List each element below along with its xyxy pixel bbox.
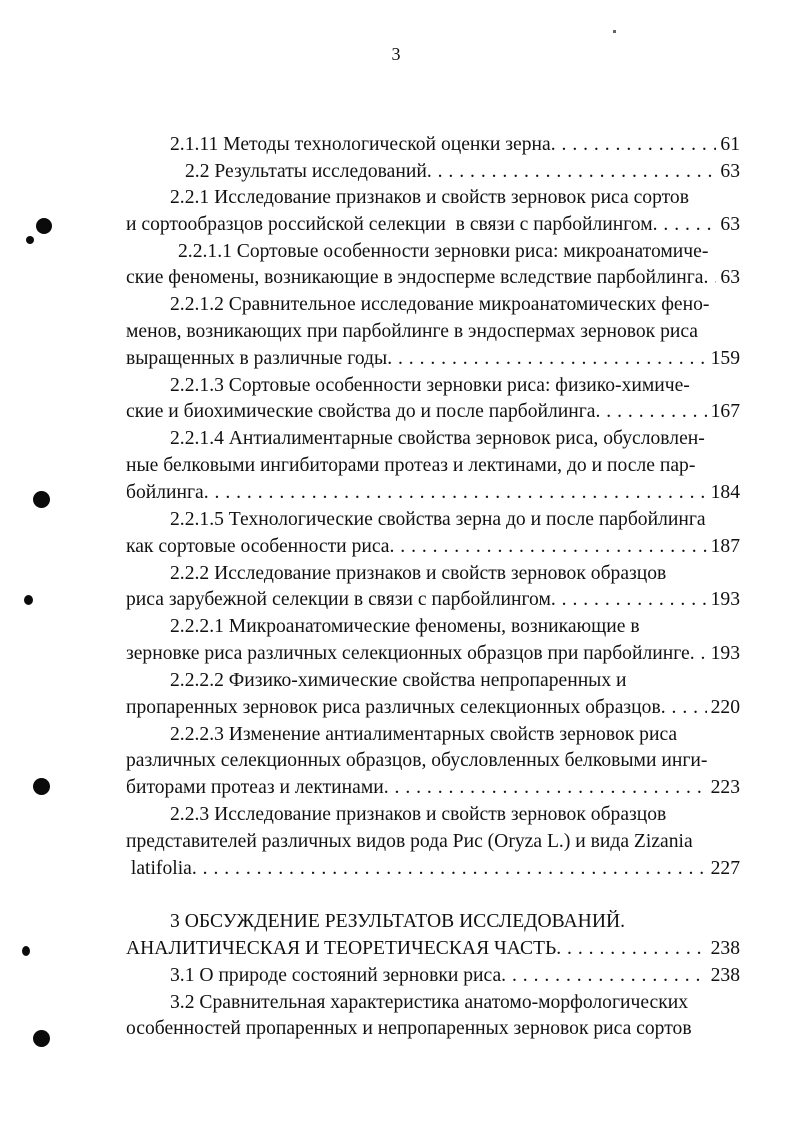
page-number: 3 <box>391 44 401 64</box>
toc-line: 2.2 Результаты исследований . . . 63 <box>185 159 740 185</box>
toc-line: 3 ОБСУЖДЕНИЕ РЕЗУЛЬТАТОВ ИССЛЕДОВАНИЙ. <box>170 911 626 932</box>
toc-line: выращенных в различные годы . . . 159 <box>126 346 740 372</box>
toc-line: и сортообразцов российской селекции в связи с парбойлингом . . . 63 <box>126 212 740 238</box>
toc-line: ские и биохимические свойства до и после парбойлинга . . . 167 <box>126 399 740 425</box>
punch-hole-mark <box>22 946 30 956</box>
toc-line: представителей различных видов рода Рис (Oryza L.) и вида Zizania <box>126 831 693 852</box>
toc-line: 2.2.2.1 Микроанатомические феномены, возникающие в <box>170 616 640 637</box>
toc-line: АНАЛИТИЧЕСКАЯ И ТЕОРЕТИЧЕСКАЯ ЧАСТЬ . . . 238 <box>126 936 740 962</box>
scan-speck <box>613 30 616 33</box>
toc-line: 2.2.1.3 Сортовые особенности зерновки риса: физико-химиче- <box>170 375 690 396</box>
toc-line: менов, возникающих при парбойлинге в эндоспермах зерновок риса <box>126 321 698 342</box>
toc-line: 2.2.1.2 Сравнительное исследование микроанатомических фено- <box>170 294 710 315</box>
toc-line: биторами протеаз и лектинами . . . 223 <box>126 775 740 801</box>
toc-line: особенностей пропаренных и непропаренных зерновок риса сортов <box>126 1018 692 1039</box>
toc-line: 2.2.3 Исследование признаков и свойств зерновок образцов <box>170 804 667 825</box>
toc-line: зерновке риса различных селекционных образцов при парбойлинге . . . 193 <box>126 641 740 667</box>
toc-line: различных селекционных образцов, обусловленных белковыми инги- <box>126 750 708 771</box>
toc-line: как сортовые особенности риса . . . 187 <box>126 534 740 560</box>
toc-line: 2.2.1.1 Сортовые особенности зерновки риса: микроанатомиче- <box>178 241 709 262</box>
toc-line: 2.2.1.5 Технологические свойства зерна до и после парбойлинга <box>170 509 706 530</box>
toc-line: 3.2 Сравнительная характеристика анатомо-морфологических <box>170 992 689 1013</box>
toc-line: 2.2.1.4 Антиалиментарные свойства зерновок риса, обусловлен- <box>170 428 705 449</box>
toc-line: ские феномены, возникающие в эндосперме вследствие парбойлинга . . . 63 <box>126 265 740 291</box>
toc-line: 2.1.11 Методы технологической оценки зерна . . . 61 <box>170 132 740 158</box>
punch-hole-mark <box>33 778 50 795</box>
punch-hole-mark <box>26 236 34 244</box>
toc-line: риса зарубежной селекции в связи с парбойлингом . . . 193 <box>126 587 740 613</box>
toc-line: пропаренных зерновок риса различных селекционных образцов . . . 220 <box>126 695 740 721</box>
toc-line: 3.1 О природе состояний зерновки риса . . . 238 <box>170 963 740 989</box>
toc-line: ные белковыми ингибиторами протеаз и лектинами, до и после пар- <box>126 455 696 476</box>
toc-line: 2.2.2.3 Изменение антиалиментарных свойств зерновок риса <box>170 724 678 745</box>
punch-hole-mark <box>36 218 52 234</box>
punch-hole-mark <box>33 491 50 508</box>
toc-line: 2.2.2 Исследование признаков и свойств зерновок образцов <box>170 563 667 584</box>
punch-hole-mark <box>33 1030 50 1047</box>
punch-hole-mark <box>24 595 33 605</box>
toc-line: 2.2.1 Исследование признаков и свойств зерновок риса сортов <box>170 187 689 208</box>
toc-line: бойлинга . . . 184 <box>126 480 740 506</box>
toc-line: 2.2.2.2 Физико-химические свойства непропаренных и <box>170 670 627 691</box>
toc-line: latifolia . . . 227 <box>126 856 740 882</box>
